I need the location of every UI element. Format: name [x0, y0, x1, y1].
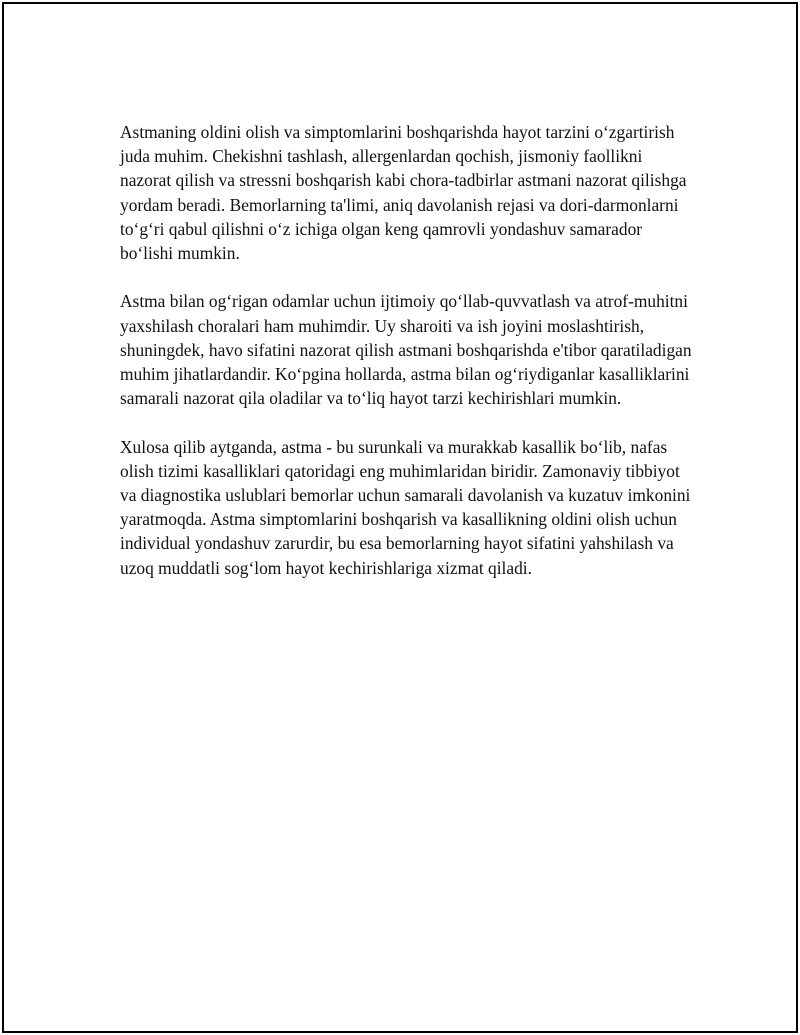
document-body	[120, 120, 692, 604]
paragraph-conclusion: Xulosa qilib aytganda, astma - bu surunkali va murakkab kasallik bo‘lib, nafas olish tizimi kasalliklari qatoridagi eng muhimlaridan biridir. Zamonaviy tibbiyot va diagnostika uslublari bemorlar uchun samarali davolanish va kuzatuv imkonini yaratmoqda. Astma simptomlarini boshqarish va kasallikning oldini olish uchun individual yondashuv zarurdir, bu esa bemorlarning hayot sifatini yahshilash va uzoq muddatli sog‘lom hayot kechirishlariga xizmat qiladi.	[120, 436, 691, 578]
document-page	[2, 2, 798, 1033]
paragraph-social-support: Astma bilan og‘rigan odamlar uchun ijtimoiy qo‘llab-quvvatlash va atrof-muhitni yaxshilash choralari ham muhimdir. Uy sharoiti va ish joyini moslashtirish, shuningdek, havo sifatini nazorat qilish astmani boshqarishda e'tibor qaratiladigan muhim jihatlardandir. Ko‘pgina hollarda, astma bilan og‘riydiganlar kasalliklarini samarali nazorat qila oladilar va to‘liq hayot tarzi kechirishlari mumkin.	[120, 291, 692, 409]
paragraph-lifestyle: Astmaning oldini olish va simptomlarini boshqarishda hayot tarzini o‘zgartirish juda muhim. Chekishni tashlash, allergenlardan qochish, jismoniy faollikni nazorat qilish va stressni boshqarish kabi chora-tadbirlar astmani nazorat qilishga yordam beradi. Bemorlarning ta'limi, aniq davolanish rejasi va dori-darmonlarni to‘g‘ri qabul qilishni o‘z ichiga olgan keng qamrovli yondashuv samarador bo‘lishi mumkin.	[120, 122, 687, 264]
